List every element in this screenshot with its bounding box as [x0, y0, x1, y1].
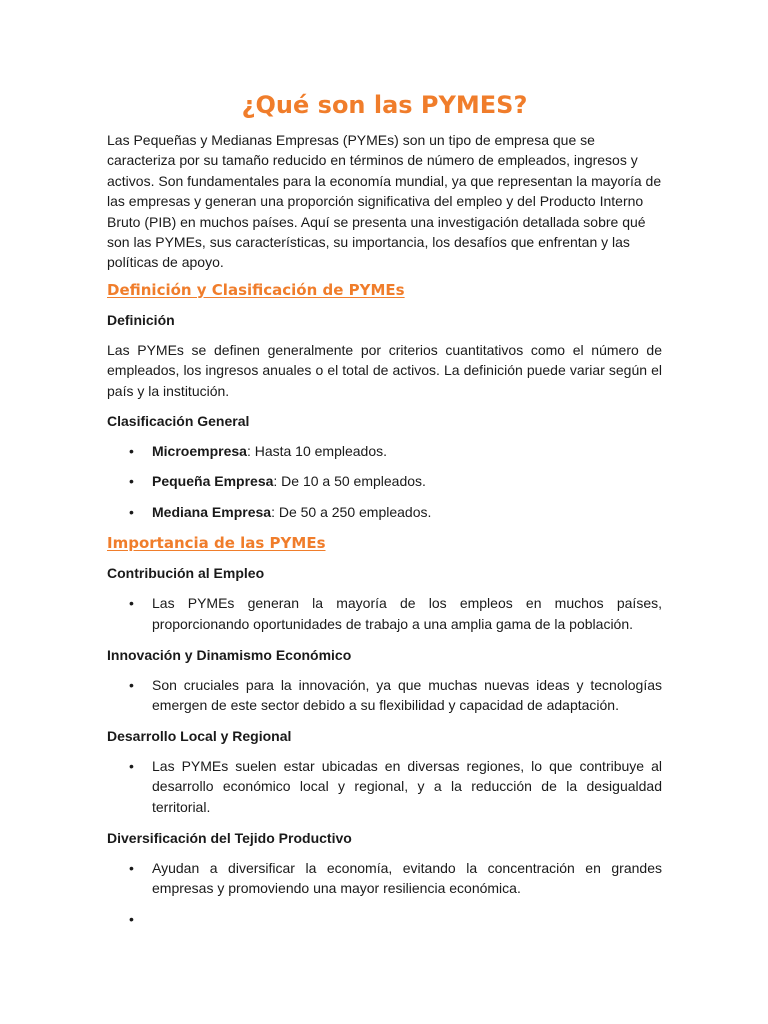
- clasificacion-list: [107, 441, 662, 522]
- intro-paragraph: Las Pequeñas y Medianas Empresas (PYMEs) son un tipo de empresa que se caracteriza por su tamaño reducido en términos de número de empleados, ingresos y activos. Son fundamentales para la economía mundial, ya que representan la mayoría de las empresas y generan una proporción significativa del empleo y del Producto Interno Bruto (PIB) en muchos países. Aquí se presenta una investigación detallada sobre qué son las PYMEs, sus características, su importancia, los desafíos que enfrentan y las políticas de apoyo.: [107, 132, 662, 271]
- clasificacion-heading: Clasificación General: [107, 413, 250, 430]
- bullet-icon: •: [129, 473, 134, 490]
- bullet-icon: •: [129, 910, 134, 927]
- definicion-heading: Definición: [107, 311, 175, 328]
- list-item: [107, 593, 662, 634]
- innovacion-list: [107, 675, 662, 716]
- section-title-definicion: Definición y Clasificación de PYMEs: [107, 280, 405, 299]
- list-item: [107, 858, 662, 899]
- bullet-icon: •: [129, 859, 134, 876]
- desarrollo-list: [107, 756, 662, 817]
- empleo-list: [107, 593, 662, 634]
- list-item: [107, 502, 662, 522]
- section-title-importancia: Importancia de las PYMEs: [107, 534, 326, 553]
- bullet-icon: •: [129, 757, 134, 774]
- bullet-icon: •: [129, 676, 134, 693]
- bullet-icon: •: [129, 595, 134, 612]
- desarrollo-heading: Desarrollo Local y Regional: [107, 727, 292, 744]
- item-text: Las PYMEs generan la mayoría de los empleos en muchos países, proporcionando oportunidades de trabajo a una amplia gama de la población.: [152, 595, 662, 632]
- diversificacion-heading: Diversificación del Tejido Productivo: [107, 829, 352, 846]
- item-desc: : Hasta 10 empleados.: [246, 443, 388, 460]
- diversificacion-list: [107, 858, 662, 927]
- list-item: [107, 675, 662, 716]
- item-desc: : De 10 a 50 empleados.: [273, 473, 426, 490]
- item-term: Microempresa: [152, 443, 247, 460]
- list-item: [107, 441, 662, 461]
- document-page: [107, 88, 662, 927]
- item-text: Ayudan a diversificar la economía, evitando la concentración en grandes empresas y promoviendo una mayor resiliencia económica.: [152, 859, 662, 897]
- bullet-icon: •: [129, 503, 134, 520]
- bullet-icon: •: [129, 443, 134, 460]
- item-term: Mediana Empresa: [152, 503, 272, 520]
- item-text: Las PYMEs suelen estar ubicadas en diversas regiones, lo que contribuye al desarrollo económico local y regional, y a la reducción de la desigualdad territorial.: [152, 757, 662, 815]
- list-item: [107, 471, 662, 491]
- innovacion-heading: Innovación y Dinamismo Económico: [107, 646, 352, 663]
- item-desc: : De 50 a 250 empleados.: [271, 503, 432, 520]
- item-text: Son cruciales para la innovación, ya que muchas nuevas ideas y tecnologías emergen de este sector debido a su flexibilidad y capacidad de adaptación.: [152, 676, 662, 713]
- document-title: ¿Qué son las PYMES?: [241, 91, 528, 119]
- empleo-heading: Contribución al Empleo: [107, 565, 265, 582]
- definicion-paragraph: Las PYMEs se definen generalmente por criterios cuantitativos como el número de empleados, los ingresos anuales o el total de activos. La definición puede variar según el país y la institución.: [107, 341, 662, 399]
- item-term: Pequeña Empresa: [152, 473, 274, 490]
- list-item: [107, 756, 662, 817]
